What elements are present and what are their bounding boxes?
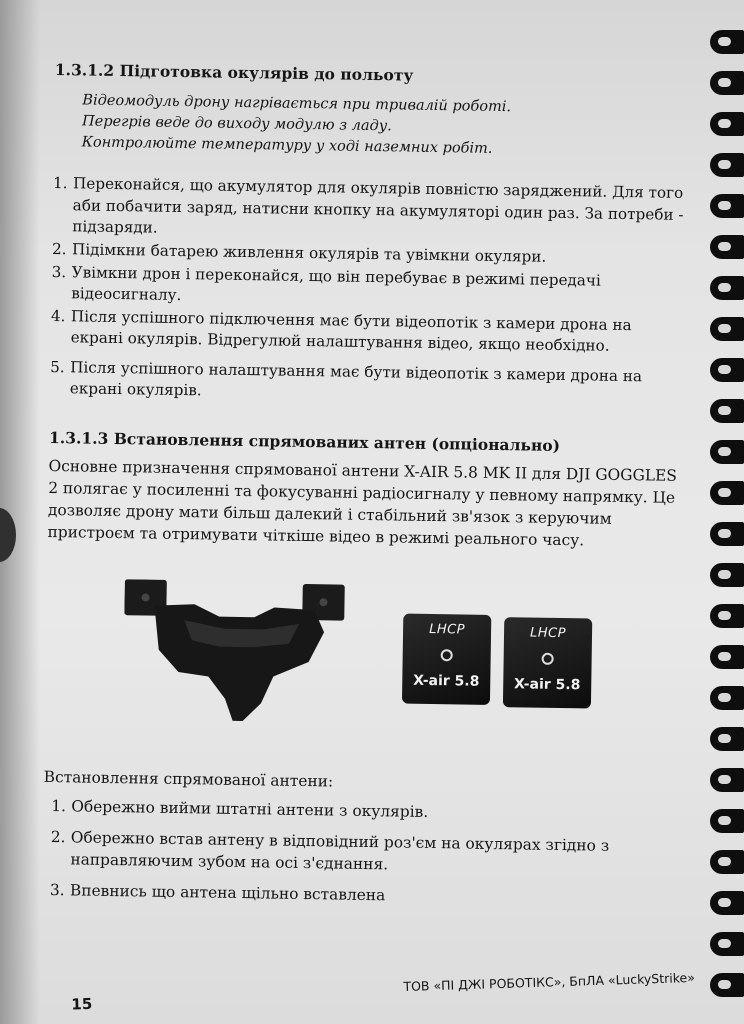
spiral-coil — [710, 112, 744, 136]
list-item: 2. Підімкни батарею живлення окулярів та увімкни окуляри. — [51, 239, 547, 266]
warning-line: Контролюйте температуру у ході наземних робіт. — [81, 134, 493, 158]
install-title: Встановлення спрямованої антени: — [43, 767, 334, 791]
antenna-card — [402, 613, 491, 704]
list-item: 4. Після успішного підключення має бути відеопотік з камери дрона на екрані окулярів. Відрегулюй налаштування відео, якщо необхідно. — [50, 306, 632, 355]
spiral-coil — [710, 30, 744, 54]
antenna-model-label: X-air 5.8 — [513, 675, 581, 693]
section-heading-goggles-prep: 1.3.1.2 Підготовка окулярів до польоту — [54, 60, 414, 85]
spiral-coil — [710, 891, 744, 915]
page-content — [42, 60, 690, 922]
spiral-coil — [710, 768, 744, 792]
page-footer — [55, 969, 696, 1016]
list-item: 5. Після успішного налаштування має бути відеопотік з камери дрона на екрані окулярів. — [50, 357, 643, 400]
spiral-coil — [710, 563, 744, 587]
antenna-model-label: X-air 5.8 — [413, 672, 480, 690]
antenna-description: Основне призначення спрямованої антени X-AIR 5.8 MK II для DJI GOGGLES 2 полягає у посиленні та фокусуванні радіосигналу у певному напрямку. Це дозволяє дрону мати більш далекий і стабільний зв'язок з керуючим пристроєм та отримувати чіткіше відео в режимі реального часу. — [47, 457, 677, 550]
antenna-connector-icon — [542, 652, 554, 664]
page-number: 15 — [71, 994, 93, 1014]
list-item: 1. Переконайся, що акумулятор для окулярів повністю заряджений. Для того аби побачити заряд, натисни кнопку на акумуляторі один раз. За потреби - підзаряди. — [52, 174, 684, 237]
spiral-coil — [710, 194, 744, 218]
antenna-install-steps — [50, 796, 679, 912]
warning-line: Відеомодуль дрону нагрівається при тривалій роботі. — [82, 92, 512, 116]
spiral-coil — [710, 932, 744, 956]
antenna-card — [503, 617, 592, 708]
spiral-coil — [710, 727, 744, 751]
antenna-polarization-label: LHCP — [529, 625, 567, 641]
spiral-coil — [710, 358, 744, 382]
goggles-mount-image — [123, 579, 375, 723]
goggles-prep-steps — [50, 173, 688, 410]
list-item: 1. Обережно вийми штатні антени з окулярів. — [51, 796, 429, 821]
warning-line: Перегрів веде до виходу модулю з ладу. — [81, 113, 392, 135]
spiral-coil — [710, 317, 744, 341]
antenna-polarization-label: LHCP — [429, 621, 466, 638]
company-credit: ТОВ «ПІ ДЖІ РОБОТІКС», БпЛА «LuckyStrike» — [403, 969, 696, 995]
spiral-coil — [710, 276, 744, 300]
list-item: 3. Увімкни дрон і переконайся, що він перебуває в режимі передачі відеосигналу. — [51, 262, 601, 305]
antenna-connector-icon — [441, 649, 453, 661]
spiral-coil — [710, 645, 744, 669]
spiral-coil — [710, 850, 744, 874]
spiral-coil — [710, 71, 744, 95]
spiral-binding — [704, 30, 744, 1024]
spiral-coil — [710, 809, 744, 833]
spiral-coil — [710, 604, 744, 628]
spiral-coil — [710, 153, 744, 177]
spiral-coil — [710, 686, 744, 710]
antenna-figure — [44, 560, 682, 750]
list-item: 2. Обережно встав антену в відповідний роз'єм на окулярах згідно з направляючим зубом на осі з'єднання. — [50, 828, 610, 874]
section-heading-antennas: 1.3.1.3 Встановлення спрямованих антен (опціонально) — [48, 427, 561, 455]
spiral-coil — [710, 973, 744, 997]
spiral-coil — [710, 481, 744, 505]
spiral-coil — [710, 440, 744, 464]
overheat-warning — [82, 91, 690, 164]
spiral-coil — [710, 235, 744, 259]
list-item: 3. Впевнись що антена щільно вставлена — [49, 881, 386, 905]
spiral-coil — [710, 522, 744, 546]
spiral-coil — [710, 399, 744, 423]
